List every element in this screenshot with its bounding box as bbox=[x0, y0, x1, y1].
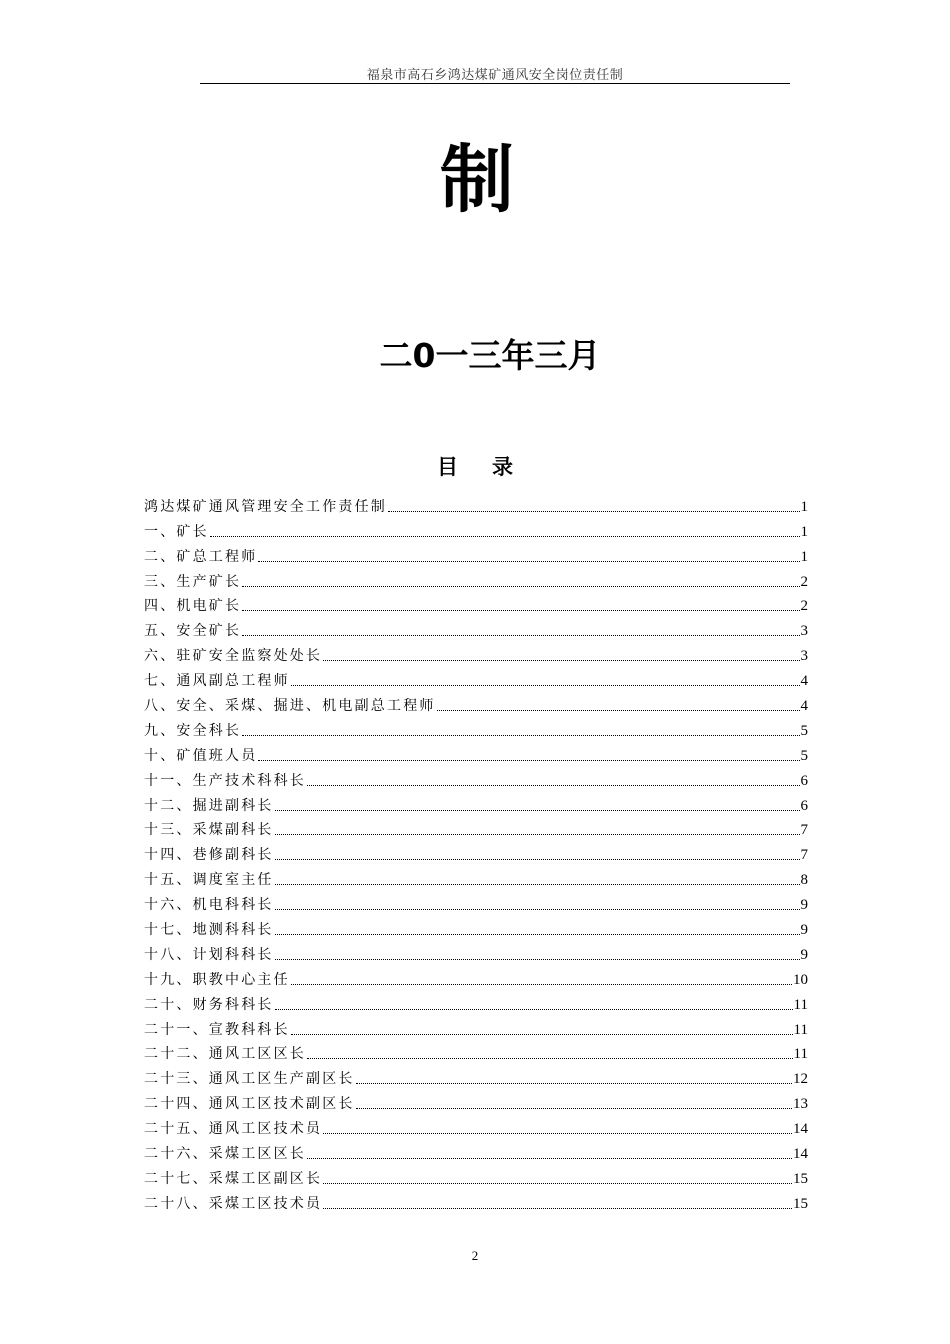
toc-entry[interactable] bbox=[144, 1189, 808, 1214]
toc-entry-label: 八、安全、采煤、掘进、机电副总工程师 bbox=[144, 698, 436, 715]
toc-entry-label: 二、矿总工程师 bbox=[144, 548, 258, 565]
toc-dot-leader bbox=[242, 586, 799, 587]
toc-entry-page: 11 bbox=[793, 1021, 808, 1038]
toc-entry-page: 8 bbox=[800, 872, 808, 889]
toc-entry[interactable] bbox=[144, 716, 808, 741]
toc-dot-leader bbox=[323, 1133, 792, 1134]
toc-dot-leader bbox=[388, 511, 800, 512]
toc-entry-page: 2 bbox=[800, 573, 808, 590]
toc-entry[interactable] bbox=[144, 865, 808, 890]
toc-entry[interactable] bbox=[144, 1040, 808, 1065]
toc-entry-page: 1 bbox=[800, 498, 808, 515]
toc-dot-leader bbox=[258, 760, 799, 761]
cover-date: 二0一三年三月 bbox=[379, 336, 601, 375]
toc-entry-label: 五、安全矿长 bbox=[144, 623, 242, 640]
toc-dot-leader bbox=[275, 959, 800, 960]
toc-dot-leader bbox=[275, 884, 800, 885]
toc-dot-leader bbox=[307, 1158, 792, 1159]
toc-entry-page: 11 bbox=[793, 1046, 808, 1063]
toc-entry-label: 九、安全科长 bbox=[144, 722, 242, 739]
toc-entry[interactable] bbox=[144, 492, 808, 517]
running-header: 福泉市高石乡鸿达煤矿通风安全岗位责任制 bbox=[366, 68, 624, 83]
page-number: 2 bbox=[471, 1248, 479, 1263]
toc-entry-page: 9 bbox=[800, 897, 808, 914]
toc-entry[interactable] bbox=[144, 766, 808, 791]
toc-entry-label: 二十三、通风工区生产副区长 bbox=[144, 1071, 355, 1088]
toc-entry[interactable] bbox=[144, 641, 808, 666]
toc-entry-label: 鸿达煤矿通风管理安全工作责任制 bbox=[144, 498, 387, 515]
toc-entry[interactable] bbox=[144, 592, 808, 617]
toc-entry-page: 15 bbox=[793, 1170, 808, 1187]
toc-entry-label: 十四、巷修副科长 bbox=[144, 847, 274, 864]
toc-entry[interactable] bbox=[144, 915, 808, 940]
toc-dot-leader bbox=[291, 1034, 793, 1035]
toc-entry-page: 6 bbox=[800, 797, 808, 814]
toc-entry-page: 3 bbox=[800, 623, 808, 640]
toc-dot-leader bbox=[356, 1108, 792, 1109]
toc-entry[interactable] bbox=[144, 791, 808, 816]
toc-entry[interactable] bbox=[144, 567, 808, 592]
toc-entry[interactable] bbox=[144, 965, 808, 990]
toc-entry[interactable] bbox=[144, 840, 808, 865]
toc-entry-label: 十六、机电科科长 bbox=[144, 897, 274, 914]
toc-entry-label: 七、通风副总工程师 bbox=[144, 673, 290, 690]
cover-title: 制 bbox=[440, 137, 510, 223]
toc-entry-label: 十五、调度室主任 bbox=[144, 872, 274, 889]
toc-entry-label: 十一、生产技术科科长 bbox=[144, 772, 306, 789]
toc-entry-page: 4 bbox=[800, 698, 808, 715]
toc-list bbox=[144, 492, 808, 1214]
toc-entry-label: 三、生产矿长 bbox=[144, 573, 242, 590]
toc-dot-leader bbox=[242, 735, 799, 736]
toc-entry-page: 5 bbox=[800, 722, 808, 739]
toc-entry-label: 二十五、通风工区技术员 bbox=[144, 1121, 323, 1138]
toc-entry[interactable] bbox=[144, 1089, 808, 1114]
toc-entry-label: 二十一、宣教科科长 bbox=[144, 1021, 290, 1038]
toc-entry-label: 二十七、采煤工区副区长 bbox=[144, 1170, 323, 1187]
toc-entry-page: 15 bbox=[793, 1195, 808, 1212]
toc-entry[interactable] bbox=[144, 1164, 808, 1189]
toc-entry-label: 十、矿值班人员 bbox=[144, 747, 258, 764]
header-rule bbox=[200, 83, 790, 84]
toc-dot-leader bbox=[275, 1009, 793, 1010]
toc-entry-page: 7 bbox=[800, 822, 808, 839]
toc-dot-leader bbox=[323, 1208, 792, 1209]
toc-dot-leader bbox=[307, 1058, 793, 1059]
toc-dot-leader bbox=[307, 785, 800, 786]
toc-entry-label: 十九、职教中心主任 bbox=[144, 971, 290, 988]
toc-entry[interactable] bbox=[144, 542, 808, 567]
toc-dot-leader bbox=[437, 710, 800, 711]
toc-entry-label: 二十六、采煤工区区长 bbox=[144, 1146, 306, 1163]
toc-dot-leader bbox=[275, 934, 800, 935]
toc-dot-leader bbox=[275, 834, 800, 835]
toc-entry[interactable] bbox=[144, 517, 808, 542]
toc-entry-page: 9 bbox=[800, 922, 808, 939]
toc-entry-page: 7 bbox=[800, 847, 808, 864]
toc-dot-leader bbox=[275, 909, 800, 910]
toc-entry-label: 十二、掘进副科长 bbox=[144, 797, 274, 814]
toc-dot-leader bbox=[242, 635, 799, 636]
toc-entry-label: 六、驻矿安全监察处处长 bbox=[144, 648, 323, 665]
toc-entry-label: 二十八、采煤工区技术员 bbox=[144, 1195, 323, 1212]
toc-entry-page: 14 bbox=[793, 1146, 808, 1163]
toc-entry[interactable] bbox=[144, 890, 808, 915]
toc-entry[interactable] bbox=[144, 1114, 808, 1139]
toc-entry-page: 4 bbox=[800, 673, 808, 690]
toc-dot-leader bbox=[242, 610, 799, 611]
toc-entry[interactable] bbox=[144, 616, 808, 641]
toc-heading: 目录 bbox=[437, 455, 547, 479]
toc-entry-label: 十八、计划科科长 bbox=[144, 946, 274, 963]
toc-entry[interactable] bbox=[144, 741, 808, 766]
toc-entry-page: 9 bbox=[800, 946, 808, 963]
toc-entry-label: 十三、采煤副科长 bbox=[144, 822, 274, 839]
toc-dot-leader bbox=[291, 685, 800, 686]
toc-entry-page: 13 bbox=[793, 1096, 808, 1113]
toc-dot-leader bbox=[356, 1083, 792, 1084]
toc-entry-page: 2 bbox=[800, 598, 808, 615]
toc-dot-leader bbox=[323, 1183, 792, 1184]
toc-dot-leader bbox=[275, 810, 800, 811]
toc-dot-leader bbox=[275, 859, 800, 860]
toc-dot-leader bbox=[210, 536, 800, 537]
toc-entry[interactable] bbox=[144, 666, 808, 691]
toc-dot-leader bbox=[291, 984, 792, 985]
toc-entry-page: 10 bbox=[793, 971, 808, 988]
toc-entry-page: 1 bbox=[800, 523, 808, 540]
toc-entry[interactable] bbox=[144, 940, 808, 965]
toc-entry[interactable] bbox=[144, 1015, 808, 1040]
toc-entry-page: 12 bbox=[793, 1071, 808, 1088]
toc-entry-label: 四、机电矿长 bbox=[144, 598, 242, 615]
toc-entry[interactable] bbox=[144, 816, 808, 841]
toc-entry-page: 1 bbox=[800, 548, 808, 565]
toc-dot-leader bbox=[258, 561, 799, 562]
toc-entry[interactable] bbox=[144, 990, 808, 1015]
toc-entry-page: 14 bbox=[793, 1121, 808, 1138]
toc-entry-label: 二十、财务科科长 bbox=[144, 996, 274, 1013]
toc-entry-label: 十七、地测科科长 bbox=[144, 922, 274, 939]
toc-entry-page: 11 bbox=[793, 996, 808, 1013]
toc-entry-page: 6 bbox=[800, 772, 808, 789]
toc-entry-label: 一、矿长 bbox=[144, 523, 209, 540]
toc-entry-page: 3 bbox=[800, 648, 808, 665]
toc-entry-page: 5 bbox=[800, 747, 808, 764]
toc-entry[interactable] bbox=[144, 1139, 808, 1164]
toc-entry-label: 二十二、通风工区区长 bbox=[144, 1046, 306, 1063]
toc-entry[interactable] bbox=[144, 1064, 808, 1089]
toc-entry[interactable] bbox=[144, 691, 808, 716]
toc-dot-leader bbox=[323, 660, 799, 661]
toc-entry-label: 二十四、通风工区技术副区长 bbox=[144, 1096, 355, 1113]
